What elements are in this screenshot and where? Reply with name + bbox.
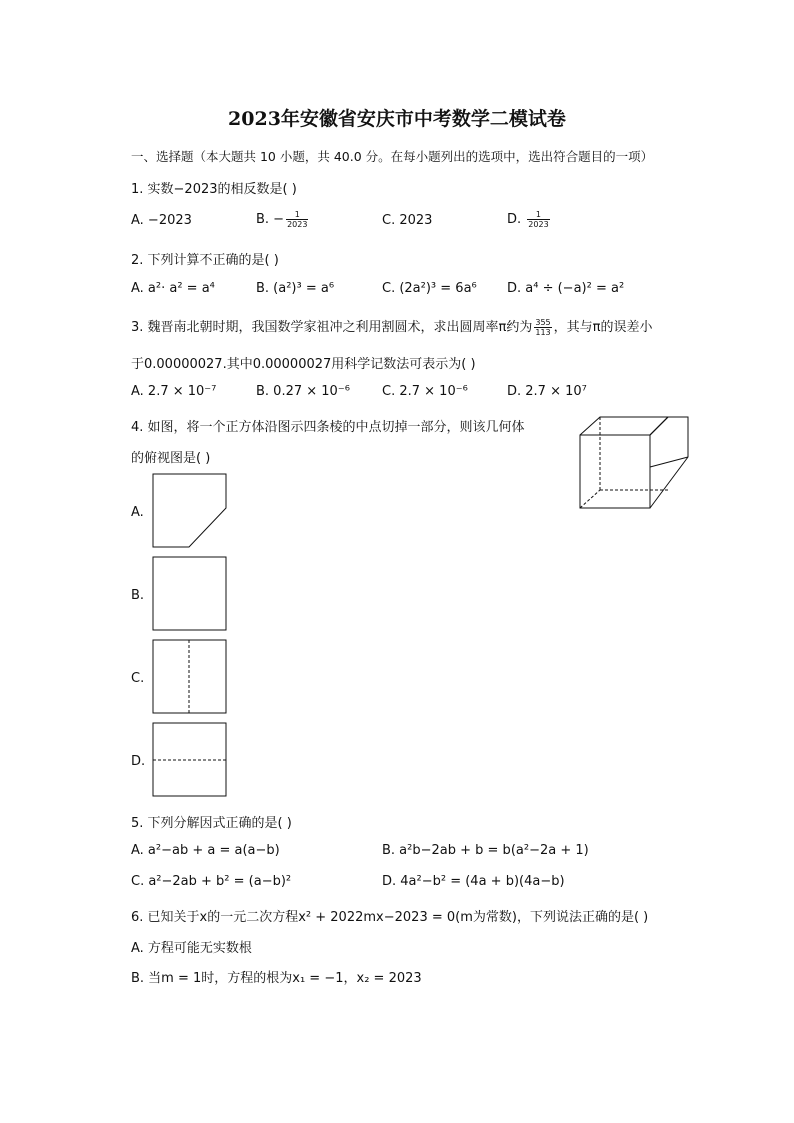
cube-back-outline	[580, 417, 688, 508]
question-1-stem: 1. 实数−2023的相反数是( )	[131, 182, 297, 197]
q5-option-c: C. a²−2ab + b² = (a−b)²	[131, 874, 292, 889]
q1-option-d	[507, 210, 552, 229]
q1-b-denominator: 2023	[287, 220, 308, 229]
q1-option-a: A. −2023	[131, 213, 192, 228]
q4-option-b-figure	[151, 555, 229, 633]
cut-cube-figure	[575, 412, 693, 512]
q4-option-c-label: C.	[131, 671, 145, 686]
hidden-bottom-left-edge	[580, 490, 600, 508]
q2-option-c: C. (2a²)³ = 6a⁶	[382, 281, 477, 296]
q2-option-d: D. a⁴ ÷ (−a)² = a²	[507, 281, 625, 296]
q4-option-c-figure	[151, 638, 229, 716]
q5-option-b: B. a²b−2ab + b = b(a²−2a + 1)	[382, 843, 589, 858]
q4-option-d-figure	[151, 721, 229, 799]
q6-option-b: B. 当m = 1时，方程的根为x₁ = −1，x₂ = 2023	[131, 971, 422, 986]
q3-stem-part-2: ，其与π的误差小	[553, 320, 653, 335]
question-4-stem-line-2: 的俯视图是( )	[131, 451, 211, 466]
cube-front-face	[580, 435, 650, 508]
cut-edge-top	[650, 457, 688, 467]
q1-option-d-fraction	[527, 210, 549, 229]
question-3-stem-line-2: 于0.00000027.其中0.00000027用科学记数法可表示为( )	[131, 357, 476, 372]
q3-frac-numerator: 355	[535, 318, 551, 327]
q1-option-d-label: D.	[507, 212, 522, 227]
q1-b-numerator: 1	[286, 210, 308, 220]
q4-option-a-label: A.	[131, 505, 144, 520]
question-4-stem-line-1: 4. 如图，将一个正方体沿图示四条棱的中点切掉一部分，则该几何体	[131, 420, 525, 435]
q3-option-b: B. 0.27 × 10⁻⁶	[256, 384, 350, 399]
q1-option-c: C. 2023	[382, 213, 433, 228]
q1-d-denominator: 2023	[528, 220, 549, 229]
page-title: 2023年安徽省安庆市中考数学二模试卷	[228, 108, 566, 130]
q1-option-b	[256, 210, 310, 229]
q3-stem-part-1: 3. 魏晋南北朝时期，我国数学家祖冲之利用割圆术，求出圆周率π约为	[131, 320, 533, 335]
q5-option-d: D. 4a²−b² = (4a + b)(4a−b)	[382, 874, 565, 889]
q3-option-a: A. 2.7 × 10⁻⁷	[131, 384, 217, 399]
q1-option-b-fraction	[286, 210, 308, 229]
question-3-stem-line-1	[131, 316, 652, 337]
q3-frac-denominator: 113	[535, 328, 551, 337]
q4-option-a-figure	[151, 472, 229, 550]
q2-option-a: A. a²· a² = a⁴	[131, 281, 215, 296]
q4-option-d-label: D.	[131, 754, 146, 769]
q6-option-a: A. 方程可能无实数根	[131, 941, 252, 956]
question-2-stem: 2. 下列计算不正确的是( )	[131, 253, 279, 268]
q3-option-c: C. 2.7 × 10⁻⁶	[382, 384, 468, 399]
question-6-stem: 6. 已知关于x的一元二次方程x² + 2022mx−2023 = 0(m为常数)，下列说法正确的是( )	[131, 910, 649, 925]
q4-option-b-label: B.	[131, 588, 145, 603]
q1-d-numerator: 1	[527, 210, 549, 220]
q5-option-a: A. a²−ab + a = a(a−b)	[131, 843, 280, 858]
q3-option-d: D. 2.7 × 10⁷	[507, 384, 587, 399]
q1-option-b-label: B. −	[256, 212, 285, 227]
question-5-stem: 5. 下列分解因式正确的是( )	[131, 816, 292, 831]
section-heading: 一、选择题（本大题共 10 小题，共 40.0 分。在每小题列出的选项中，选出符合题目的一项）	[131, 149, 654, 164]
q2-option-b: B. (a²)³ = a⁶	[256, 281, 335, 296]
q3-pi-fraction	[534, 318, 551, 337]
